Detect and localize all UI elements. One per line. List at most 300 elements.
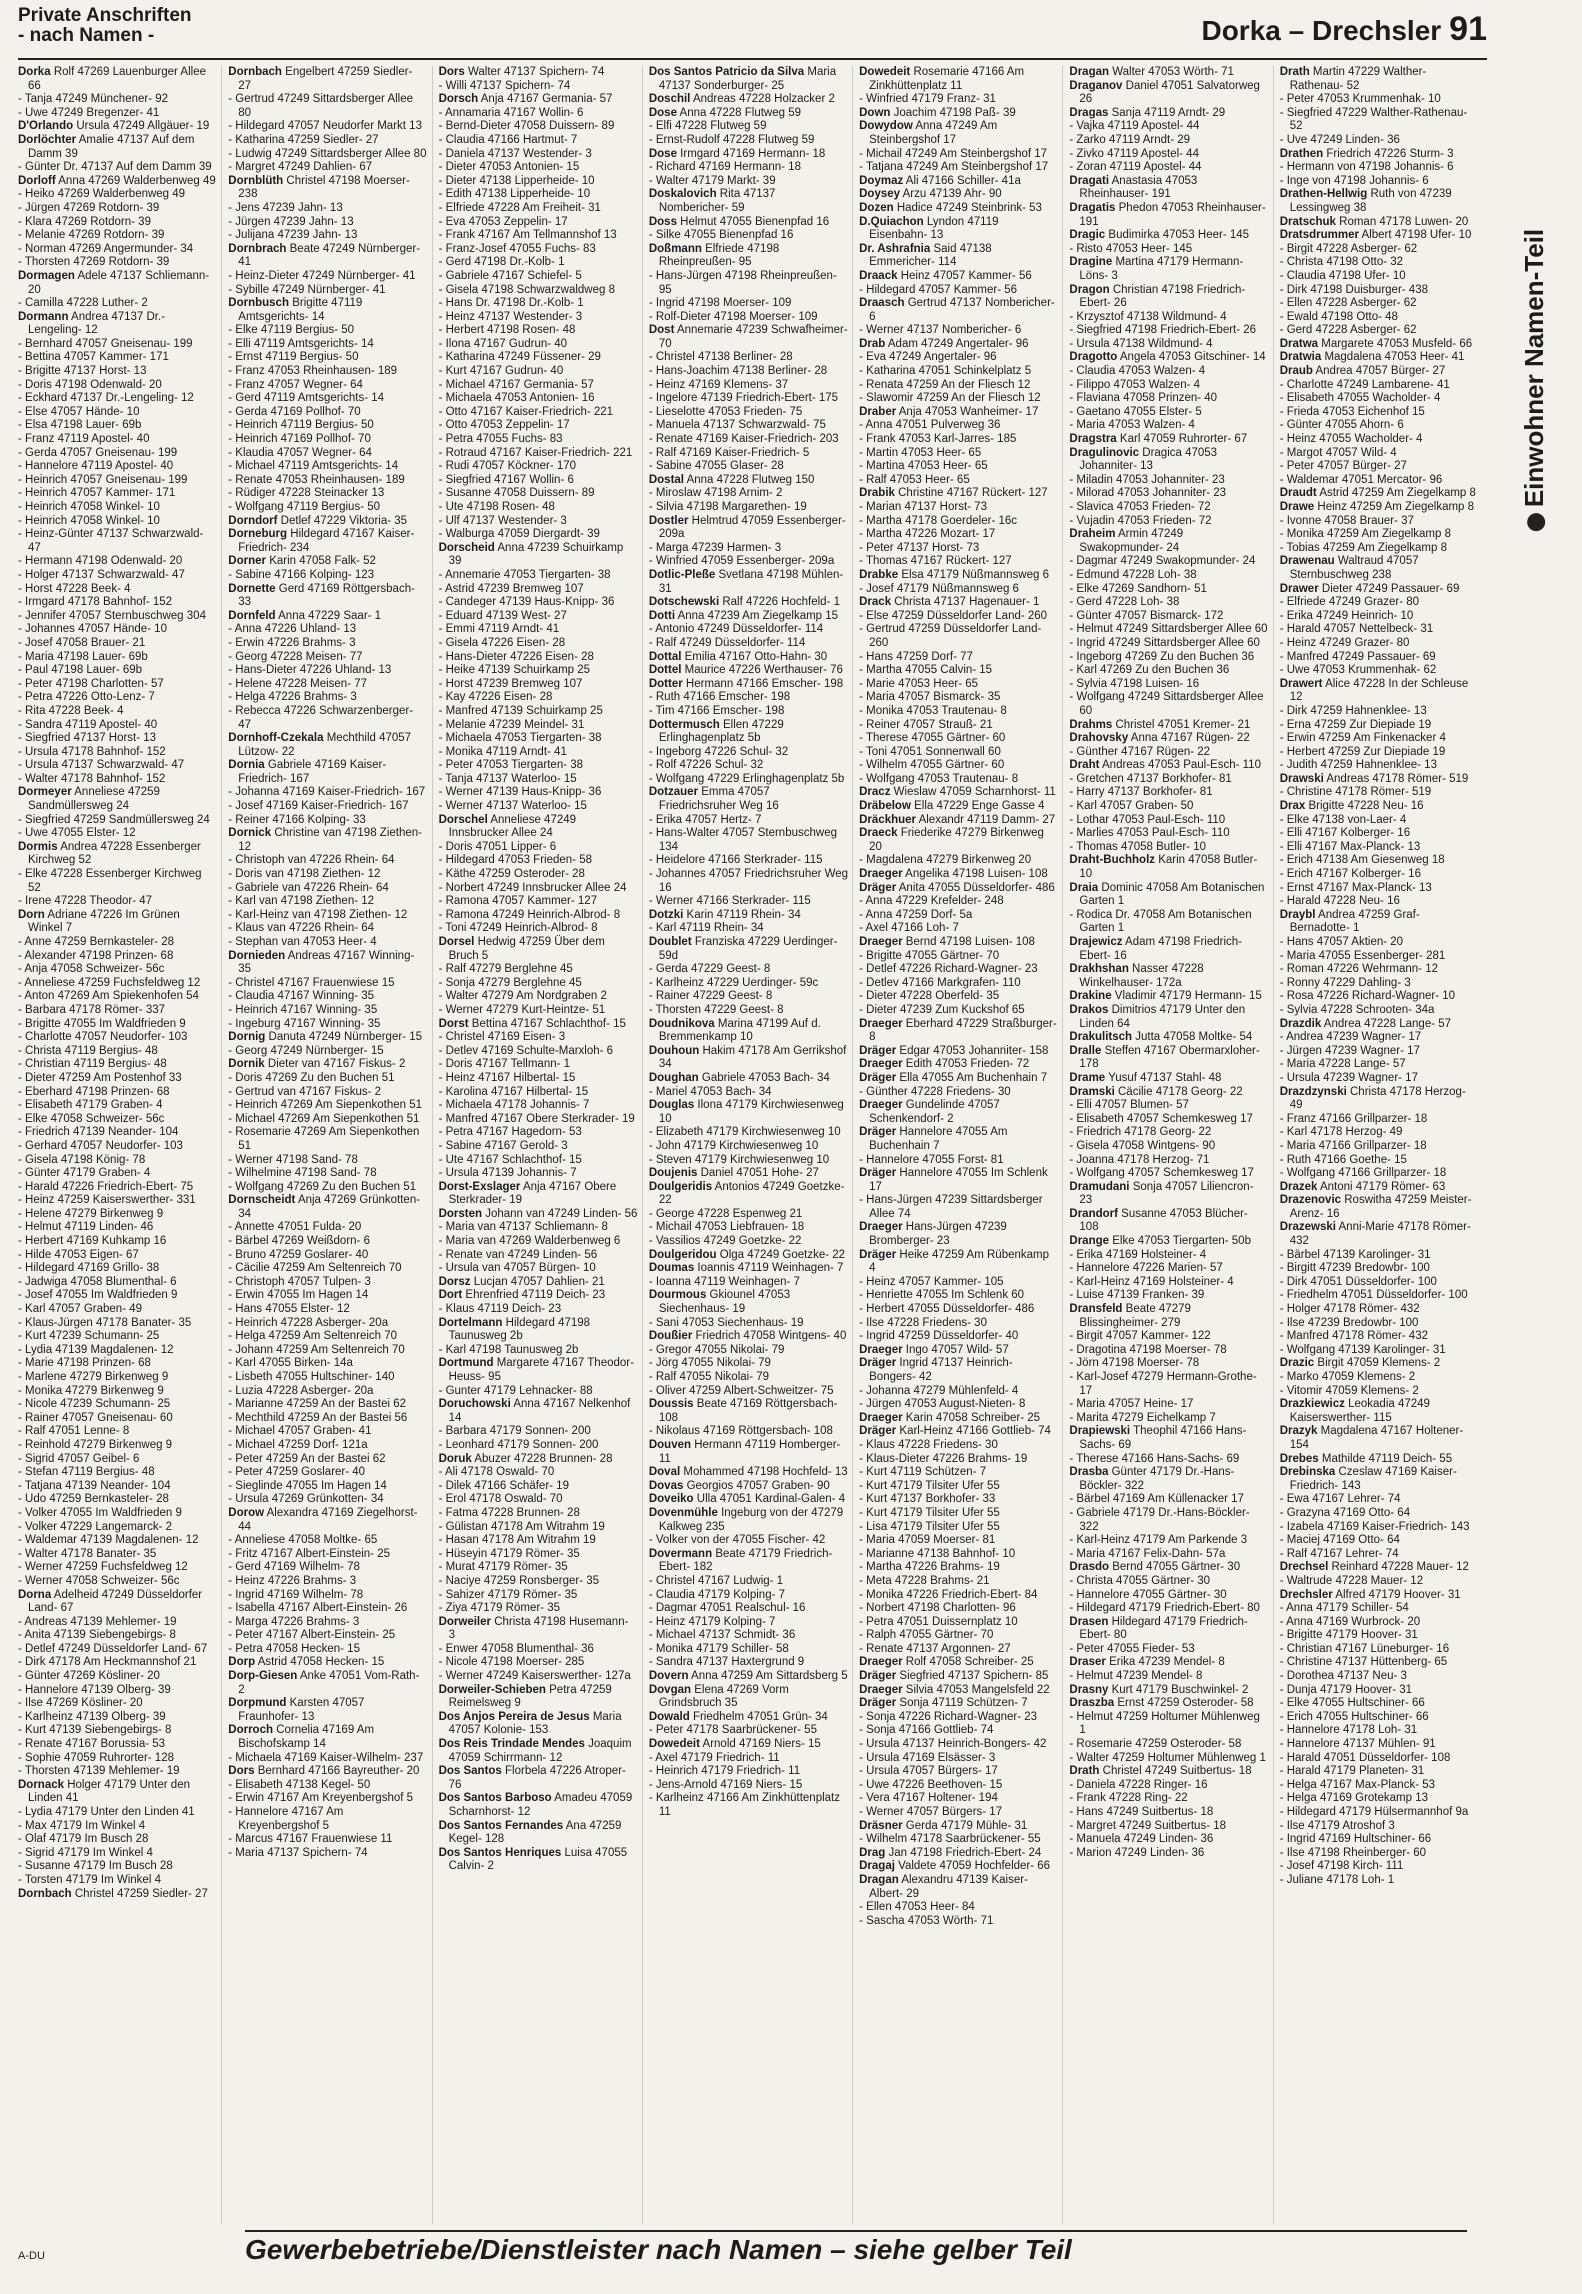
- entry-details: Adam 47249 Angertaler- 96: [887, 337, 1029, 350]
- directory-entry: [1280, 732, 1479, 746]
- directory-entry: [1280, 1765, 1479, 1779]
- directory-entry: [859, 909, 1058, 923]
- entry-details: - Gregor 47055 Nikolai- 79: [648, 1343, 785, 1356]
- directory-entry: [859, 1385, 1058, 1399]
- surname: Drame: [1069, 1071, 1106, 1084]
- surname: Dorna: [18, 1588, 52, 1601]
- entry-details: - Gerd 47169 Wilhelm- 78: [228, 1561, 360, 1574]
- directory-entry: [1280, 1752, 1479, 1766]
- entry-details: - Kurt 47137 Borkhofer- 33: [859, 1493, 996, 1506]
- entry-details: - Werner 47058 Schweizer- 56c: [18, 1574, 180, 1587]
- surname: Dozen: [859, 201, 894, 214]
- directory-entry: [649, 460, 848, 474]
- entry-details: - Ingeborg 47226 Schul- 32: [648, 745, 789, 758]
- entry-details: - Gerd 47228 Loh- 38: [1069, 596, 1180, 609]
- entry-details: - Ralf 47249 Düsseldorfer- 114: [648, 636, 806, 649]
- entry-details: - Wolfgang 47269 Zu den Buchen 51: [228, 1180, 417, 1193]
- directory-entry: [18, 1235, 217, 1249]
- entry-details: - Ralf 47167 Lehrer- 74: [1279, 1547, 1399, 1560]
- entry-details: - Doris 47198 Odenwald- 20: [18, 378, 162, 391]
- entry-details: - Johanna 47279 Mühlenfeld- 4: [859, 1384, 1019, 1397]
- directory-entry: [859, 66, 1058, 93]
- directory-entry: [1280, 651, 1479, 665]
- directory-entry: [649, 120, 848, 134]
- entry-details: - Günter Dr. 47137 Auf dem Damm 39: [18, 161, 212, 174]
- surname: Dorow: [228, 1506, 265, 1519]
- entry-details: - Günther 47228 Friedens- 30: [859, 1085, 1011, 1098]
- directory-entry: [439, 1575, 638, 1589]
- entry-details: - Sabine 47167 Gerold- 3: [438, 1139, 568, 1152]
- entry-details: - Kay 47226 Eisen- 28: [438, 691, 553, 704]
- directory-entry: [228, 1575, 427, 1589]
- directory-entry: [18, 1453, 217, 1467]
- directory-entry: [439, 990, 638, 1004]
- directory-entry: [859, 1589, 1058, 1603]
- entry-details: - Reiner 47057 Strauß- 21: [859, 718, 993, 731]
- directory-entry: [228, 1167, 427, 1181]
- entry-details: - Johannes 47057 Friedrichsruher Weg 16: [648, 868, 849, 894]
- directory-entry: [1069, 1344, 1268, 1358]
- directory-entry: [228, 623, 427, 637]
- surname: Dornbrach: [228, 242, 287, 255]
- directory-entry: [859, 1915, 1058, 1929]
- entry-details: Gundelinde 47057 Schenkendorf- 2: [869, 1099, 1000, 1125]
- directory-entry: [1069, 1398, 1268, 1412]
- entry-details: Ana 47259 Kegel- 128: [448, 1819, 622, 1846]
- directory-entry: [1069, 107, 1268, 121]
- entry-details: - Gerhard 47057 Neudorfer- 103: [18, 1139, 183, 1152]
- directory-entry: [649, 854, 848, 868]
- entry-details: - Rolf 47226 Schul- 32: [648, 759, 764, 772]
- entry-details: - Christoph van 47226 Rhein- 64: [228, 854, 395, 867]
- directory-entry: [649, 175, 848, 189]
- entry-details: - Karl 47178 Herzog- 49: [1279, 1126, 1403, 1139]
- directory-entry: [1069, 256, 1268, 283]
- directory-entry: [439, 379, 638, 393]
- entry-details: - Marita 47279 Eichelkamp 7: [1069, 1411, 1216, 1424]
- entry-details: - Wilhelm 47055 Gärtner- 60: [859, 759, 1005, 772]
- entry-details: - Walter 47279 Am Nordgraben 2: [438, 990, 607, 1003]
- directory-entry: [859, 786, 1058, 800]
- directory-entry: [228, 1847, 427, 1861]
- directory-entry: [228, 555, 427, 569]
- page-number: 91: [1449, 10, 1487, 48]
- entry-details: Armin 47249 Swakopmunder- 24: [1079, 528, 1184, 554]
- directory-entry: [228, 1303, 427, 1317]
- directory-entry: [228, 732, 427, 759]
- directory-entry: [649, 1792, 848, 1819]
- surname: Doßmann: [648, 242, 702, 255]
- surname: Dramudani: [1069, 1180, 1130, 1193]
- entry-details: - Hermann von 47198 Johannis- 6: [1279, 161, 1454, 174]
- entry-details: Friedrich 47058 Wintgens- 40: [695, 1330, 847, 1343]
- entry-details: - Flaviana 47058 Prinzen- 40: [1069, 392, 1218, 405]
- directory-entry: [1280, 705, 1479, 719]
- entry-details: Arzu 47139 Ahr- 90: [902, 188, 1002, 201]
- directory-entry: [18, 379, 217, 393]
- directory-entry: [649, 1371, 848, 1385]
- directory-entry: [859, 284, 1058, 298]
- directory-entry: [228, 270, 427, 284]
- directory-entry: [228, 583, 427, 610]
- surname: Dormis: [18, 840, 58, 853]
- directory-entry: [18, 1154, 217, 1168]
- surname: Drebes: [1279, 1452, 1319, 1465]
- entry-details: - Kurt 47239 Schumann- 25: [18, 1330, 160, 1343]
- entry-details: Leokadia 47249 Kaiserswerther- 115: [1289, 1398, 1430, 1424]
- entry-details: - Christa 47198 Otto- 32: [1279, 256, 1404, 269]
- directory-entry: [228, 827, 427, 854]
- directory-entry: [439, 419, 638, 433]
- surname: Drazewski: [1279, 1221, 1336, 1234]
- surname: Dräger: [859, 1357, 897, 1370]
- directory-entry: [18, 134, 217, 161]
- entry-details: Karin 47119 Rhein- 34: [686, 908, 801, 921]
- entry-details: - Ernst 47167 Max-Planck- 13: [1279, 881, 1432, 894]
- directory-entry: [1069, 786, 1268, 800]
- entry-details: - Sabine 47055 Glaser- 28: [648, 460, 784, 473]
- entry-details: Beate 47279 Blissingheimer- 279: [1079, 1303, 1191, 1329]
- directory-entry: [1280, 555, 1479, 582]
- directory-entry: [439, 1276, 638, 1290]
- entry-details: Christine van 47198 Ziethen- 12: [238, 827, 422, 853]
- directory-entry: [1069, 1371, 1268, 1398]
- directory-entry: [1280, 719, 1479, 733]
- directory-entry: [228, 1493, 427, 1507]
- directory-entry: [439, 188, 638, 202]
- entry-details: Friedrich 47226 Sturm- 3: [1326, 147, 1454, 160]
- entry-details: Roman 47178 Luwen- 20: [1339, 215, 1469, 228]
- directory-entry: [649, 447, 848, 461]
- directory-entry: [859, 1738, 1058, 1752]
- surname: Doruk: [438, 1452, 472, 1465]
- directory-entry: [1069, 1126, 1268, 1140]
- directory-entry: [228, 447, 427, 461]
- directory-entry: [649, 1154, 848, 1168]
- entry-details: - Uwe 47055 Elster- 12: [18, 827, 136, 840]
- entry-details: Hermann 47119 Homberger- 11: [658, 1438, 841, 1465]
- directory-entry: [649, 161, 848, 175]
- entry-details: - Kurt 47167 Gudrun- 40: [438, 365, 564, 378]
- entry-details: Bernd 47198 Luisen- 108: [905, 936, 1035, 948]
- surname: Dorroch: [228, 1724, 274, 1737]
- directory-entry: [228, 569, 427, 583]
- entry-details: - Helmut 47239 Mendel- 8: [1069, 1670, 1203, 1683]
- entry-details: Arnold 47169 Niers- 15: [702, 1738, 821, 1751]
- entry-details: - Ralf 47169 Kaiser-Friedrich- 5: [648, 446, 810, 459]
- surname: Dos Santos Barboso: [438, 1792, 552, 1805]
- entry-details: Hadice 47249 Steinbrink- 53: [896, 201, 1042, 214]
- surname: Drawert: [1279, 677, 1323, 690]
- entry-details: - Magdalena 47279 Birkenweg 20: [859, 854, 1032, 867]
- surname: Dowedeit: [859, 66, 911, 78]
- directory-entry: [649, 1480, 848, 1494]
- directory-entry: [18, 719, 217, 733]
- entry-details: Beate 47179 Friedrich-Ebert- 182: [658, 1547, 833, 1574]
- directory-entry: [18, 1303, 217, 1317]
- surname: Down: [859, 106, 891, 119]
- directory-entry: [1280, 542, 1479, 556]
- entry-details: - Luise 47139 Franken- 39: [1069, 1289, 1205, 1302]
- surname: Drakos: [1069, 1003, 1109, 1016]
- surname: Drasen: [1069, 1615, 1109, 1628]
- entry-details: - Erich 47167 Kolberger- 16: [1279, 868, 1421, 881]
- directory-entry: [439, 1792, 638, 1819]
- entry-details: Alice 47228 In der Schleuse 12: [1289, 677, 1469, 704]
- entry-details: - Georg 47228 Meisen- 77: [228, 650, 363, 663]
- surname: Dos Santos Henriques: [438, 1846, 562, 1859]
- entry-details: - Lydia 47179 Unter den Linden 41: [18, 1806, 195, 1818]
- directory-entry: [439, 1589, 638, 1603]
- directory-entry: [18, 1534, 217, 1548]
- entry-details: Franziska 47229 Uerdinger- 59d: [658, 936, 838, 962]
- entry-details: - Günther 47167 Rügen- 22: [1069, 745, 1211, 758]
- directory-entry: [439, 936, 638, 963]
- directory-entry: [649, 719, 848, 746]
- entry-details: - Maria 47057 Bismarck- 35: [859, 691, 1001, 704]
- entry-details: Hakim 47178 Am Gerrikshof 34: [658, 1044, 847, 1071]
- surname: Dornhoff-Czekala: [228, 732, 324, 745]
- directory-entry: [859, 623, 1058, 650]
- directory-entry: [1069, 487, 1268, 501]
- directory-entry: [1280, 800, 1479, 814]
- directory-entry: [1280, 1670, 1479, 1684]
- surname: Doughan: [648, 1071, 699, 1084]
- surname: Dräger: [859, 1697, 897, 1710]
- directory-entry: [859, 392, 1058, 406]
- directory-entry: [1280, 1425, 1479, 1452]
- surname: Dragine: [1069, 256, 1113, 269]
- entry-details: - Friedrich 47139 Neander- 104: [18, 1126, 179, 1139]
- entry-details: Friedhelm 47051 Grün- 34: [692, 1710, 828, 1723]
- directory-entry: [1069, 1235, 1268, 1249]
- directory-entry: [1069, 827, 1268, 841]
- surname: Draheim: [1069, 528, 1116, 541]
- surname: Dornick: [228, 827, 272, 840]
- entry-details: - Ernst 47119 Bergius- 50: [228, 351, 359, 364]
- entry-details: - Monika 47259 Am Ziegelkamp 8: [1279, 528, 1451, 541]
- directory-entry: [1069, 1792, 1268, 1806]
- surname: Drechsler: [1279, 1588, 1333, 1601]
- directory-entry: [1280, 1684, 1479, 1698]
- entry-details: Karin 47058 Falk- 52: [269, 555, 376, 568]
- directory-entry: [649, 419, 848, 433]
- entry-details: - Helene 47279 Birkenweg 9: [18, 1207, 164, 1220]
- directory-entry: [439, 800, 638, 814]
- directory-entry: [1280, 365, 1479, 379]
- directory-entry: [649, 1262, 848, 1276]
- entry-details: - Ursula van 47057 Bürgen- 10: [438, 1262, 596, 1275]
- entry-details: - Monika 47179 Schiller- 58: [648, 1642, 789, 1655]
- directory-entry: [18, 1317, 217, 1331]
- entry-details: - Udo 47259 Bernkasteler- 28: [18, 1493, 169, 1506]
- directory-entry: [649, 1126, 848, 1140]
- entry-details: - Heinrich 47057 Gneisenau- 199: [18, 473, 188, 486]
- entry-details: - Renate 47053 Rheinhausen- 189: [228, 473, 405, 486]
- directory-entry: [228, 474, 427, 488]
- directory-entry: [649, 786, 848, 813]
- directory-entry: [1069, 134, 1268, 148]
- entry-details: - Ingrid 47259 Düsseldorfer- 40: [859, 1330, 1019, 1343]
- entry-details: - Manfred 47139 Schuirkamp 25: [438, 704, 603, 717]
- directory-entry: [228, 229, 427, 243]
- directory-entry: [1280, 1357, 1479, 1371]
- entry-details: - Tatjana 47139 Neander- 104: [18, 1479, 171, 1492]
- entry-details: - Elke 47269 Sandhorn- 51: [1069, 582, 1207, 595]
- entry-details: - Frieda 47053 Eichenhof 15: [1279, 405, 1425, 418]
- directory-entry: [1280, 1711, 1479, 1725]
- entry-details: - Bernd-Dieter 47058 Duissern- 89: [438, 120, 615, 133]
- directory-entry: [439, 474, 638, 488]
- directory-entry: [859, 1874, 1058, 1901]
- entry-details: - Jürgen 47053 August-Nieten- 8: [859, 1398, 1026, 1411]
- entry-details: - Zivko 47119 Apostel- 44: [1069, 147, 1199, 160]
- entry-details: Alexandr 47119 Damm- 27: [918, 813, 1056, 826]
- directory-entry: [18, 1779, 217, 1806]
- entry-details: Ruth von 47239 Lessingweg 38: [1289, 188, 1452, 214]
- directory-entry: [18, 1249, 217, 1263]
- entry-details: - Erol 47178 Oswald- 70: [438, 1493, 563, 1506]
- directory-entry: [228, 1670, 427, 1697]
- directory-entry: [18, 623, 217, 637]
- entry-details: - Volker 47229 Langemarck- 2: [18, 1520, 173, 1533]
- entry-details: - Maria 47057 Heine- 17: [1069, 1398, 1194, 1411]
- entry-details: - Maria 47137 Spichern- 74: [228, 1846, 368, 1859]
- entry-details: - Norbert 47198 Charlotten- 96: [859, 1602, 1016, 1615]
- entry-details: - Lydia 47139 Magdalenen- 12: [18, 1343, 174, 1356]
- directory-entry: [18, 1507, 217, 1521]
- entry-details: - Maria 47198 Lauer- 69b: [18, 650, 148, 663]
- entry-details: - Werner 47259 Fuchsfeldweg 12: [18, 1561, 188, 1574]
- entry-details: - Harald 47179 Planeten- 31: [1279, 1765, 1425, 1778]
- directory-entry: [1280, 1194, 1479, 1221]
- directory-entry: [1069, 175, 1268, 202]
- directory-entry: [649, 651, 848, 665]
- directory-entry: [1280, 1058, 1479, 1072]
- directory-entry: [859, 148, 1058, 162]
- surname: Dornia: [228, 759, 265, 772]
- entry-details: - Vitomir 47059 Klemens- 2: [1279, 1384, 1419, 1397]
- directory-entry: [228, 800, 427, 814]
- entry-details: - Ruth 47166 Emscher- 198: [648, 691, 791, 704]
- entry-details: - Werner 47057 Bürgers- 17: [859, 1806, 1003, 1818]
- entry-details: - Gisela 47226 Eisen- 28: [438, 636, 566, 649]
- directory-entry: [859, 270, 1058, 284]
- directory-entry: [649, 1589, 848, 1603]
- surname: Dorst-Exslager: [438, 1180, 521, 1193]
- directory-entry: [1069, 936, 1268, 963]
- entry-details: - Ingrid 47169 Hultschiner- 66: [1279, 1833, 1432, 1846]
- entry-details: - Melanie 47239 Meindel- 31: [438, 718, 585, 731]
- entry-details: - Ursula 47137 Heinrich-Bongers- 42: [859, 1738, 1047, 1751]
- directory-entry: [439, 338, 638, 352]
- directory-entry: [439, 202, 638, 216]
- entry-details: - Rainer 47229 Geest- 8: [648, 990, 773, 1003]
- directory-entry: [18, 1262, 217, 1276]
- directory-entry: [649, 1670, 848, 1684]
- entry-details: - Werner 47166 Sterkrader- 115: [648, 895, 811, 908]
- entry-details: Holger 47179 Unter den Linden 41: [28, 1778, 190, 1805]
- entry-details: - Erwin 47167 Am Kreyenbergshof 5: [228, 1792, 414, 1805]
- entry-details: - Sandra 47119 Apostel- 40: [18, 718, 158, 731]
- directory-entry: [1069, 1262, 1268, 1276]
- directory-entry: [1069, 610, 1268, 624]
- directory-entry: [859, 977, 1058, 991]
- entry-details: - Risto 47053 Heer- 145: [1069, 242, 1193, 255]
- entry-details: - Herbert 47198 Rosen- 48: [438, 324, 576, 337]
- entry-details: - Sybille 47249 Nürnberger- 41: [228, 283, 386, 296]
- entry-details: - Dirk 47259 Hahnenklee- 13: [1279, 704, 1427, 717]
- entry-details: - Ralph 47055 Gärtner- 70: [859, 1629, 994, 1642]
- directory-entry: [439, 1820, 638, 1847]
- directory-entry: [228, 134, 427, 148]
- entry-details: Andrea 47057 Bürger- 27: [1315, 365, 1446, 378]
- directory-entry: [228, 895, 427, 909]
- entry-details: - Marianne 47259 An der Bastei 62: [228, 1398, 407, 1411]
- surname: Draht-Buchholz: [1069, 854, 1156, 867]
- directory-entry: [649, 1575, 848, 1589]
- directory-entry: [859, 963, 1058, 977]
- directory-entry: [859, 1004, 1058, 1018]
- directory-entry: [18, 1412, 217, 1426]
- entry-details: - Marion 47249 Linden- 36: [1069, 1846, 1205, 1859]
- directory-entry: [439, 596, 638, 610]
- directory-entry: [649, 1493, 848, 1507]
- directory-entry: [18, 392, 217, 406]
- entry-details: - Marga 47226 Brahms- 3: [228, 1615, 360, 1628]
- surname: Dorweiler-Schieben: [438, 1683, 546, 1696]
- directory-entry: [439, 1045, 638, 1059]
- entry-details: - Karl-Heinz van 47198 Ziethen- 12: [228, 908, 408, 921]
- entry-details: - Erwin 47226 Brahms- 3: [228, 636, 356, 649]
- entry-details: Ingo 47057 Wild- 57: [905, 1343, 1009, 1356]
- entry-details: Amadeu 47059 Scharnhorst- 12: [448, 1792, 633, 1818]
- entry-details: Maria 47137 Sonderburger- 25: [658, 66, 837, 92]
- entry-details: - Karl van 47198 Ziethen- 12: [228, 895, 375, 908]
- entry-details: Astrid 47259 Am Ziegelkamp 8: [1319, 487, 1476, 500]
- entry-details: - Birgit 47057 Kammer- 122: [1069, 1330, 1211, 1343]
- entry-details: - Ellen 47228 Asberger- 62: [1279, 297, 1417, 310]
- entry-details: Adam 47198 Friedrich-Ebert- 16: [1079, 936, 1243, 962]
- entry-details: - Kurt 47179 Tilsiter Ufer 55: [859, 1479, 1000, 1492]
- directory-entry: [1280, 1860, 1479, 1874]
- directory-entry: [439, 623, 638, 637]
- directory-column: [439, 66, 643, 2224]
- entry-details: Christel 47051 Kremer- 21: [1115, 718, 1251, 731]
- entry-details: - Dagmar 47051 Realschul- 16: [648, 1602, 806, 1615]
- directory-entry: [649, 1344, 848, 1358]
- entry-details: Vladimir 47179 Hermann- 15: [1114, 990, 1262, 1003]
- directory-entry: [859, 1480, 1058, 1494]
- directory-entry: [439, 93, 638, 107]
- entry-details: - Elisabeth 47179 Graben- 4: [18, 1099, 163, 1112]
- entry-details: - Ivonne 47058 Brauer- 37: [1279, 514, 1414, 527]
- entry-details: - Werner 47279 Kurt-Heintze- 51: [438, 1003, 606, 1016]
- entry-details: - Karl-Josef 47279 Hermann-Grothe- 17: [1069, 1371, 1257, 1397]
- directory-entry: [859, 1752, 1058, 1766]
- directory-entry: [439, 1711, 638, 1738]
- directory-entry: [649, 1276, 848, 1290]
- surname: Dovern: [648, 1670, 689, 1683]
- entry-details: - Marie 47198 Prinzen- 68: [18, 1357, 151, 1370]
- entry-details: - Sonja 47279 Berglehne 45: [438, 976, 582, 989]
- entry-details: - Claudia 47198 Ufer- 10: [1279, 269, 1406, 282]
- entry-details: - Hildegard 47179 Hülsermannhof 9a: [1279, 1806, 1469, 1818]
- surname: Dorst: [438, 1017, 469, 1030]
- entry-details: - Franz 47053 Rheinhausen- 189: [228, 365, 398, 378]
- surname: Draganov: [1069, 79, 1123, 92]
- directory-entry: [859, 1453, 1058, 1467]
